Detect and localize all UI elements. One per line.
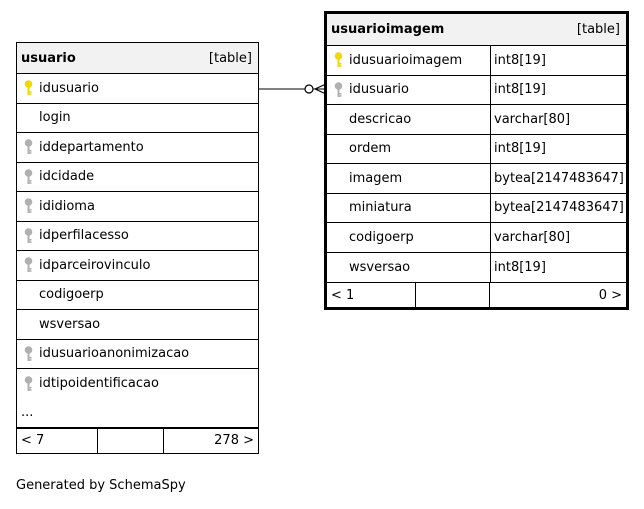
- usuario-table[interactable]: [16, 42, 259, 454]
- column-name: ididioma: [39, 198, 95, 214]
- column-name: miniatura: [349, 200, 412, 216]
- children-count[interactable]: 0 >: [489, 283, 626, 307]
- no-key-spacer: [17, 104, 39, 133]
- column-row[interactable]: [327, 194, 626, 224]
- foreign-key-icon: [327, 76, 349, 105]
- column-name: codigoerp: [39, 287, 104, 303]
- column-row[interactable]: [17, 104, 258, 134]
- column-type: int8[19]: [490, 46, 626, 75]
- column-row[interactable]: [17, 133, 258, 163]
- footer-middle: [415, 283, 489, 307]
- column-row[interactable]: [17, 222, 258, 252]
- column-type: int8[19]: [490, 135, 626, 164]
- table-kind: [table]: [576, 22, 620, 37]
- column-name: login: [39, 110, 71, 126]
- foreign-key-icon: [17, 163, 39, 192]
- column-row[interactable]: [17, 281, 258, 311]
- column-name: idparceirovinculo: [39, 257, 151, 273]
- column-name: imagem: [349, 170, 403, 186]
- column-name: codigoerp: [349, 229, 414, 245]
- column-name: idtipoidentificacao: [39, 376, 159, 392]
- column-name: ordem: [349, 141, 391, 157]
- no-key-spacer: [327, 253, 349, 283]
- foreign-key-icon: [17, 192, 39, 221]
- children-count[interactable]: 278 >: [163, 429, 258, 453]
- column-row[interactable]: [327, 76, 626, 106]
- column-row[interactable]: [327, 253, 626, 283]
- column-name: wsversao: [39, 316, 101, 332]
- column-name: idperfilacesso: [39, 228, 129, 244]
- table-footer: [17, 428, 258, 453]
- table-footer: [327, 282, 626, 307]
- column-row[interactable]: [327, 46, 626, 76]
- table-header: [327, 14, 626, 46]
- parents-count[interactable]: < 1: [331, 287, 355, 303]
- column-row[interactable]: [327, 164, 626, 194]
- foreign-key-icon: [17, 251, 39, 280]
- column-name: idcidade: [39, 169, 95, 185]
- foreign-key-icon: [17, 222, 39, 251]
- no-key-spacer: [327, 194, 349, 223]
- column-row[interactable]: [327, 105, 626, 135]
- no-key-spacer: [327, 164, 349, 193]
- no-key-spacer: [17, 310, 39, 339]
- more-columns: ...: [21, 405, 34, 420]
- generated-by-label: Generated by SchemaSpy: [16, 478, 186, 493]
- column-name: idusuarioimagem: [349, 52, 463, 68]
- footer-middle: [97, 429, 163, 453]
- no-key-spacer: [327, 223, 349, 252]
- column-type: bytea[2147483647]: [490, 164, 626, 193]
- column-type: varchar[80]: [490, 223, 626, 252]
- parents-count[interactable]: < 7: [21, 433, 45, 448]
- usuarioimagem-table[interactable]: [324, 11, 629, 310]
- column-row[interactable]: [327, 223, 626, 253]
- column-row[interactable]: [17, 310, 258, 340]
- foreign-key-icon: [17, 340, 39, 369]
- table-name: usuarioimagem: [331, 22, 445, 37]
- column-name: descricao: [349, 111, 412, 127]
- column-name: iddepartamento: [39, 139, 144, 155]
- column-type: bytea[2147483647]: [490, 194, 626, 223]
- foreign-key-icon: [17, 133, 39, 162]
- column-row[interactable]: [17, 340, 258, 370]
- column-name: idusuario: [39, 80, 99, 96]
- column-name: wsversao: [349, 259, 411, 275]
- primary-key-icon: [327, 46, 349, 75]
- foreign-key-icon: [17, 369, 39, 399]
- table-name: usuario: [21, 50, 76, 66]
- no-key-spacer: [327, 135, 349, 164]
- column-row[interactable]: [17, 251, 258, 281]
- column-row[interactable]: [17, 192, 258, 222]
- column-row[interactable]: [327, 135, 626, 165]
- no-key-spacer: [327, 105, 349, 134]
- no-key-spacer: [17, 281, 39, 310]
- more-columns-row: [17, 399, 258, 428]
- column-row[interactable]: [17, 369, 258, 399]
- column-name: idusuario: [349, 82, 409, 98]
- column-type: int8[19]: [490, 76, 626, 105]
- column-type: int8[19]: [490, 253, 626, 283]
- column-name: idusuarioanonimizacao: [39, 346, 190, 362]
- column-row[interactable]: [17, 74, 258, 104]
- column-type: varchar[80]: [490, 105, 626, 134]
- column-row[interactable]: [17, 163, 258, 193]
- primary-key-icon: [17, 74, 39, 103]
- table-header: [17, 43, 258, 74]
- table-kind: [table]: [208, 50, 252, 66]
